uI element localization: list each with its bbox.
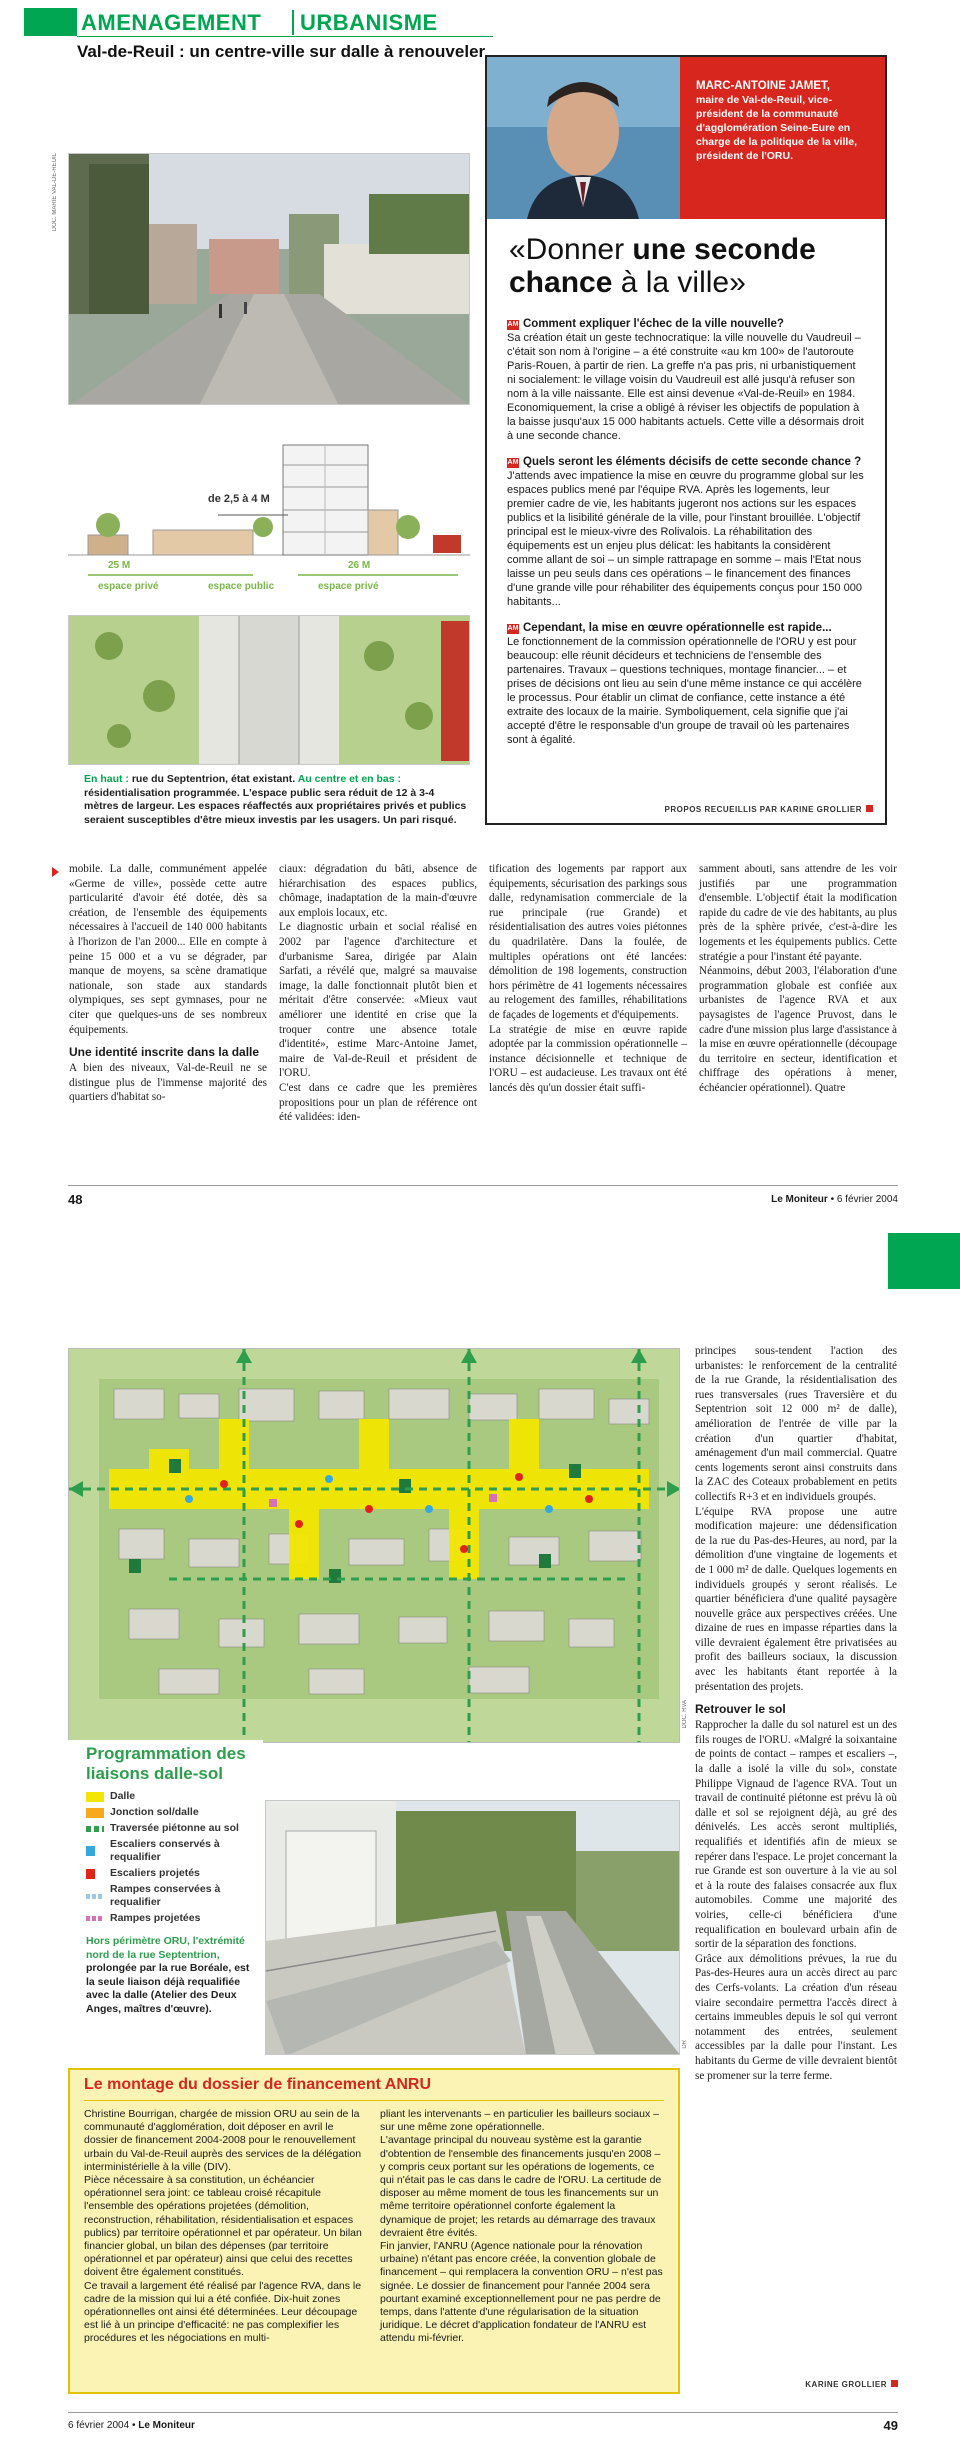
legend-swatch (86, 1792, 104, 1802)
interview-title (509, 233, 869, 299)
caption-top-text1: rue du Septentrion, état existant. (128, 773, 298, 785)
continue-arrow-icon (52, 867, 59, 877)
caption-top-lead2: Au centre et en bas : (297, 773, 402, 785)
map-legend-panel (68, 1740, 263, 1930)
article-p48-col1-a: mobile. La dalle, communément appelée «Germe de ville», possède cette autre particularité d'avoir été dotée, dès sa création, de l'ensemble des équipements nécessaires à l'accueil de 140 000 habitants à l'horizon de l'an 2000... Elle en compte à peine 15 000 et a vu se dégrader, par manque de moyens, sa scène dramatique nationale, son stade aux standards olympiques, ses sept gymnases, pour ne citer que quelques-uns de ses nombreux équipements. (69, 863, 267, 1036)
dim-right-label: 26 M (348, 560, 371, 571)
question-2-text: Quels seront les éléments décisifs de cette seconde chance ? (523, 456, 862, 468)
anru-col2: pliant les intervenants – en particulier les bailleurs sociaux – sur une même zone opérationnelle. L'avantage principal du nouveau système est la garantie d'obtention de l'ensemble des financements jusqu'en 2008 – y compris ceux portant sur les opérations de logements, ce qui n'était pas le cas dans le cadre de l'ORU. La certitude de disposer au même moment de tous les financements sur un même territoire opérationnel conforte également la dynamique de projet; les retards au démarrage des travaux devraient être évités. Fin janvier, l'ANRU (Agence nationale pour la rénovation urbaine) n'étant pas encore créée, la convention globale de financement – qui remplacera la convention ORU – n'est pas signée. Le dossier de financement pour l'année 2004 sera pourtant examiné exceptionnellement pour ne pas perdre de temps, dans l'attente d'une régularisation de la situation juridique. Le décret d'application fondateur de l'ANRU est attendu mi-février. (380, 2108, 663, 2345)
legend-swatch (86, 1916, 104, 1921)
legend-swatch (86, 1894, 104, 1899)
photo-credit-top: DOC. MARIE VAL-DE-REUIL (52, 153, 58, 232)
footer-p48-date: 6 février 2004 (836, 1194, 898, 1205)
question-3-text: Cependant, la mise en œuvre opérationnelle est rapide... (523, 622, 832, 634)
legend-item-traversee: Traversée piétonne au sol (86, 1822, 263, 1835)
anru-title: Le montage du dossier de financement ANRU (84, 2076, 432, 2093)
legend-item-escaliers-conserves: Escaliers conservés à requalifier (86, 1838, 263, 1864)
end-square-icon (866, 805, 873, 812)
liaisons-map (68, 1348, 680, 1743)
question-1 (507, 317, 867, 331)
street-photo (68, 153, 470, 405)
map-title: Programmation des liaisons dalle-sol (86, 1744, 246, 1783)
anru-box (68, 2068, 680, 2394)
caption-bottom-text: prolongée par la rue Boréale, est la seule liaison déjà requalifiée avec la dalle (Atelier des Deux Anges, maîtres d'œuvre). (86, 1962, 250, 2015)
legend-item-dalle: Dalle (86, 1790, 263, 1803)
espace-prive-right: espace privé (318, 581, 379, 592)
interview-box (485, 55, 887, 825)
interviewee-name: MARC-ANTOINE JAMET, (696, 80, 830, 92)
question-mark-icon: AM (507, 625, 519, 632)
rubric-divider (292, 10, 294, 35)
page-number-48: 48 (68, 1192, 83, 1207)
article-p49-author-text: KARINE GROLLIER (805, 2380, 887, 2389)
boreale-photo (265, 1800, 680, 2055)
article-p48-col2: ciaux: dégradation du bâti, absence de hiérarchisation des espaces publics, chômage, inadaptation de la main-d'œuvre aux emplois locaux, etc. Le diagnostic urbain et social réalisé en 2002 par l'agence d'architecture et d'urbanisme Sarea, dirigée par Alain Sarfati, a révélé que, malgré sa mauvaise image, la dalle fonctionnait plutôt bien et méritait d'être conservée: «Mieux vaut améliorer une identité en crise que la troquer contre une absence totale d'identité», estime Marc-Antoine Jamet, maire de Val-de-Reuil et président de l'ORU. C'est dans ce cadre que les premières propositions pour un plan de référence ont été validées: iden- (279, 863, 477, 1124)
article-p48-col1 (69, 862, 267, 1105)
interview-title-close: à la ville» (612, 266, 746, 299)
legend-item-escaliers-projetes: Escaliers projetés (86, 1867, 263, 1880)
footer-p48-pub: Le Moniteur (771, 1194, 828, 1205)
caption-top-lead1: En haut : (84, 773, 129, 785)
interview-title-bold: une seconde chance (509, 233, 816, 299)
footer-p48-dot: • (830, 1194, 837, 1205)
interview-qa (507, 305, 867, 747)
legend-item-jonction: Jonction sol/dalle (86, 1806, 263, 1819)
page-title: Val-de-Reuil : un centre-ville sur dalle à renouveler (77, 42, 486, 61)
article-p48-col1-b: A bien des niveaux, Val-de-Reuil ne se distingue plus de l'immense majorité des quartiers d'habitat so- (69, 1062, 267, 1104)
interview-credit (665, 805, 873, 814)
section-diagram (68, 415, 470, 605)
answer-3: Le fonctionnement de la commission opérationnelle de l'ORU y est pour beaucoup: elle réunit décideurs et techniciens de l'ensemble des partenaires. Travaux – questions techniques, montage financier... – et prises de décisions ont lieu au sein d'une même instance ce qui accélère le processus. Pour établir un climat de confiance, cette instance a été extraite des locaux de la mairie. Symboliquement, cela signifie que j'ai accepté d'être le responsable d'un groupe de travail où les partenaires sont à égalité. (507, 636, 862, 746)
espace-prive-left: espace privé (98, 581, 159, 592)
question-mark-icon: AM (507, 321, 519, 328)
rubric-label-right: URBANISME (300, 10, 438, 35)
footer-p49-pub: Le Moniteur (138, 2420, 195, 2431)
answer-2: J'attends avec impatience la mise en œuvre du programme global sur les espaces publics mené par l'équipe RVA. Après les logements, leur premier cadre de vie, les habitants jugeront nos actions sur les espaces publics et la lisibilité générale de la ville, pour l'instant brouillée. L'objectif principal est le mieux-vivre des Rolivalois. La réhabilitation des équipements est un enjeu plus délicat: les habitants la considèrent comme allant de soi – un simple rattrapage en somme – mais l'Etat nous laisse un peu seuls dans ces opérations – le financement des finances d'une grande ville pour réhabiliter des équipements conçus pour 150 000 habitants... (507, 470, 864, 608)
legend-swatch (86, 1846, 95, 1856)
photo-credit-photo2: DR (682, 2040, 688, 2049)
footer-p49-date: 6 février 2004 (68, 2420, 130, 2431)
bio-panel (680, 57, 885, 219)
interview-credit-text: PROPOS RECUEILLIS PAR KARINE GROLLIER (664, 805, 862, 814)
article-p48-col4: samment abouti, sans attendre de les voir justifiés par une programmation d'ensemble. L'objectif était la modification rapide du cadre de vie des habitants, au plus près de la sphère privée, c'est-à-dire les logements et les équipements publics. Cette stratégie a pour l'instant été payante. Néanmoins, début 2003, l'élaboration d'une programmation globale est confiée aux urbanistes de l'agence RVA et aux paysagistes de l'agence Pruvost, dans le cadre d'une mission plus large d'assistance à la mise en œuvre opérationnelle (découpage du territoire en secteur, identification et chiffrage des opérations à mener, échéancier opérationnel). Quatre (699, 863, 897, 1094)
rubric-label-left: AMENAGEMENT (81, 10, 262, 35)
article-p48-heading: Une identité inscrite dans la dalle (69, 1045, 260, 1060)
map-legend (68, 1790, 263, 1925)
legend-swatch (86, 1826, 104, 1832)
question-3 (507, 621, 867, 635)
caption-top-text2: résidentialisation programmée. L'espace public sera réduit de 12 à 3-4 mètres de largeur. Les espaces réaffectés aux propriétaires privés et publics seraient susceptibles d'être mieux investis par les usagers. Un pari risqué. (84, 786, 467, 826)
footer-p49-dot: • (131, 2420, 139, 2431)
plan-view (68, 615, 470, 765)
anru-col1: Christine Bourrigan, chargée de mission ORU au sein de la communauté d'agglomération, doit déposer en avril le dossier de financement 2004-2008 pour le renouvellement urbain du Val-de-Reuil auprès des services de la délégation interministérielle à la ville (DIV). Pièce nécessaire à sa constitution, un échéancier opérationnel sera joint: ce tableau croisé récapitule l'ensemble des opérations projetées (démolition, reconstruction, réhabilitation, résidentialisation et espaces publics) par territoire opérationnel et par opérateur. Un bilan financier global, un bilan des dépenses (par territoire opérationnel et par opérateur) ainsi que celui des recettes doivent être également constitués. Ce travail a largement été réalisé par l'agence RVA, dans le cadre de la mission qui lui a été confiée. Dix-huit zones opérationnelles ont ainsi été déterminées. Leur découpage est lié à un principe d'efficacité: ne pas complexifier les procédures et les négociations en multi- (84, 2108, 362, 2345)
article-p49-heading: Retrouver le sol (695, 1702, 786, 1717)
page49-green-tab (888, 1233, 960, 1289)
legend-item-rampes-conservees: Rampes conservées à requalifier (86, 1883, 263, 1909)
question-mark-icon: AM (507, 459, 519, 466)
rubric-underline (77, 36, 493, 37)
legend-item-rampes-projetees: Rampes projetées (86, 1912, 263, 1925)
caption-top (84, 773, 470, 827)
dim-left-label: 25 M (108, 560, 131, 571)
article-p49-author (805, 2380, 898, 2389)
interview-title-open: «Donner (509, 233, 633, 266)
caption-bottom (86, 1935, 261, 2016)
photo-credit-map: DOC. RVA (682, 1700, 688, 1729)
espace-public: espace public (208, 581, 275, 592)
footer-p48-right (771, 1194, 898, 1205)
caption-bottom-lead: Hors périmètre ORU, l'extrémité nord de la rue Septentrion, (86, 1935, 245, 1961)
answer-1: Sa création était un geste technocratique: la ville nouvelle du Vaudreuil – c'était son nom à l'origine – a été construite «au km 100» de l'autoroute Paris-Rouen, à partir de rien. La greffe n'a pas pris, ni urbanistiquement ni socialement: le village voisin du Vaudreuil est allé jusqu'à refuser son nom à la ville naissante. Elle est ainsi devenue «Val-de-Reuil» en 1984. Economiquement, la crise a obligé à réviser les objectifs de population à la baisse jusqu'aux 15 000 habitants actuels. Cette ville a désormais droit à une seconde chance. (507, 332, 864, 442)
article-p48-col3: tification des logements par rapport aux équipements, sécurisation des parkings sous dalle, redynamisation commerciale de la rue principale (rue Grande) et résidentialisation des autres voies piétonnes du quadrilatère. Dans la foulée, de multiples opérations ont été lancées: démolition de 198 logements, construction hors périmètre de 41 logements nécessaires au relogement des familles, réhabilitations de façades de logements et d'équipements. La stratégie de mise en œuvre rapide adoptée par la commission opérationnelle – instance décisionnelle et technique de l'ORU – est audacieuse. Les travaux ont été lancés dès qu'un dossier était suffi- (489, 863, 687, 1094)
legend-swatch (86, 1869, 95, 1879)
legend-swatch (86, 1808, 104, 1818)
footer-rule-p49 (68, 2412, 898, 2413)
interviewee-role: maire de Val-de-Reuil, vice-président de la communauté d'agglomération Seine-Eure en charge de la politique de la ville, président de l'ORU. (696, 94, 858, 162)
article-p49-right (695, 1344, 897, 2083)
page-number-49: 49 (883, 2418, 898, 2433)
anru-title-rule (84, 2100, 664, 2101)
question-1-text: Comment expliquer l'échec de la ville nouvelle? (523, 318, 784, 330)
portrait-photo (487, 57, 680, 219)
footer-p49-left (68, 2420, 195, 2431)
article-p49-para1: principes sous-tendent l'action des urbanistes: le renforcement de la centralité de la rue Grande, la résidentialisation des rues transversales (rues Traversière et du Septentrion soit 12 000 m² de dalle), amélioration de l'entrée de ville par la création d'un quartier d'habitat, aménagement d'un mail commercial. Quatre cents logements seront ainsi construits dans la ZAC des Coteaux probablement en petits collectifs R+3 et en individuels groupés. L'équipe RVA propose une autre modification majeure: une dédensification de la rue du Pas-des-Heures, au nord, par la démolition d'une vingtaine de logements et de 1 000 m² de dalle. Quelques logements en individuels groupés y seront réalisés. Le quartier bénéficiera d'une qualité paysagère nouvelle grâce aux perspectives créées. Une dizaine de rues en impasse réparties dans la ville devraient également être privatisées au profit des bailleurs sociaux, la discussion avec les habitants étant reportée à la présentation des projets. (695, 1345, 897, 1693)
dim-top-label: de 2,5 à 4 M (208, 493, 270, 505)
article-p49-para2: Rapprocher la dalle du sol naturel est un des fils rouges de l'ORU. «Malgré la soixantaine de points de contact – rampes et escaliers –, la dalle a isolé la ville du sol», constate Philippe Vignaud de l'agence RVA. Tout un travail de continuité piétonne est prévu là où dalle et sol se rejoignent déjà, au gré des dénivelés. Les accès seront multipliés, requalifiés et identifiés afin de mieux se repérer dans l'espace. Le projet concernant la rue Grande est son ouverture à la vie au sol et à la route des falaises consacrée aux flux automobiles. Comme une majorité des voiries, celle-ci bénéficiera d'une requalification en boulevard urbain afin de sortir de la séparation des fonctions. Grâce aux démolitions prévues, la rue du Pas-des-Heures aura un accès direct au parc des Cerfs-volants. La création d'un réseau viaire secondaire permettra l'accès direct à certains immeubles depuis le sol qui verront notamment des entrées, seulement accessibles par la dalle pour l'instant. Les habitants du Germe de ville devraient bientôt se promener sur la terre ferme. (695, 1719, 897, 2082)
footer-rule-p48 (68, 1185, 898, 1186)
question-2 (507, 455, 867, 469)
rubric-green-bar (24, 8, 77, 36)
end-square-icon (891, 2380, 898, 2387)
